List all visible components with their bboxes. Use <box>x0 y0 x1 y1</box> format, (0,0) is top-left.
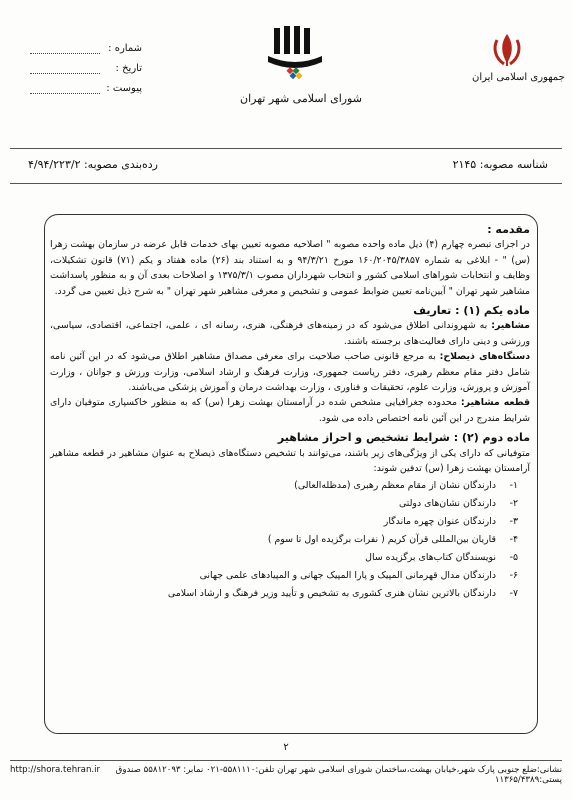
meta-date-line <box>30 63 100 74</box>
article2-intro: متوفیانی که دارای یکی از ویژگی‌های زیر باشند، می‌توانند با تشخیص دستگاه‌های ذیصلاح به عنوان مشاهیر در قطعه مشاهیر آرامستان بهشت زهرا (س) تدفین شوند: <box>50 447 530 475</box>
emblem-caption: جمهوری اسلامی ایران <box>472 72 565 83</box>
iran-emblem <box>472 30 565 90</box>
definition-section-text: محدوده جغرافیایی مشخص شده در آرامستان بهشت زهرا (س) که به منظور خاکسپاری متوفیان دارای شرایط مندرج در این آئین نامه اختصاص داده می شود. <box>50 397 530 424</box>
list-item: ۵- نویسندگان کتاب‌های برگزیده سال <box>365 551 518 563</box>
intro-title: مقدمه : <box>487 223 530 236</box>
list-item: ۴- قاریان بین‌المللی قرآن کریم ( نفرات برگزیده اول تا سوم ) <box>267 533 518 545</box>
article2-title: ماده دوم (۲) : شرایط تشخیص و احراز مشاهیر <box>277 431 530 445</box>
footer-divider <box>10 760 562 761</box>
meta-number-line <box>30 43 100 54</box>
resolution-classification: رده‌بندی مصوبه: ۴/۹۴/۲۲۳/۲ <box>28 158 158 171</box>
article1-title: ماده یکم (۱) : تعاریف <box>413 304 530 318</box>
criteria-list <box>50 477 530 603</box>
resolution-numbers <box>28 158 548 178</box>
numbers-divider <box>10 183 562 184</box>
meta-attachment-line <box>30 83 100 94</box>
resolution-id: شناسه مصوبه: ۲۱۴۵ <box>452 158 548 171</box>
page-number: ۲ <box>283 742 289 753</box>
list-item: ۱- دارندگان نشان از مقام معظم رهبری (مدظله‌العالی) <box>294 479 518 491</box>
definition-celebrities-text: به شهروندانی اطلاق می‌شود که در زمینه‌های فرهنگی، هنری، رسانه ای ، علمی، اجتماعی، اقتصادی، سیاسی، ورزشی و دینی دارای فعالیت‌های برجسته باشند. <box>50 320 530 347</box>
footer-url[interactable]: http://shora.tehran.ir <box>10 765 101 775</box>
letter-meta <box>30 38 142 98</box>
iran-emblem-icon <box>487 30 527 70</box>
footer <box>10 765 562 785</box>
list-item: ۶- دارندگان مدال قهرمانی المپیک و پارا المپیک جهانی و المپیادهای علمی جهانی <box>199 569 518 581</box>
council-logo-icon <box>260 22 330 84</box>
resolution-body <box>50 222 530 727</box>
definition-section <box>50 395 530 426</box>
meta-attachment-label: پیوست : <box>106 82 142 94</box>
definition-authorities-term: دستگاه‌های ذیصلاح: <box>439 351 531 363</box>
meta-number-row <box>30 38 142 58</box>
header-divider <box>10 148 562 149</box>
intro-text: در اجرای تبصره چهارم (۴) ذیل ماده واحده مصوبه " اصلاحیه مصوبه تعیین بهای خدمات قابل عرضه در سازمان بهشت زهرا (س) " - ابلاغی به شماره ۱۶۰/۲۰۴۵/۳۸۵۷ مورخ ۹۴/۳/۲۱ و به استناد بند (۲۶) ماده هفتاد و یکم (۷۱) قانون تشکیلات، وظایف و انتخابات شوراهای اسلامی کشور و انتخاب شهرداران مصوب ۱۳۷۵/۳/۱ و اصلاحات بعدی آن و به منظور پاسداشت مشاهیر شهر تهران " آیین‌نامه تعیین ضوابط عمومی و تشخیص و معرفی مشاهیر شهر تهران " به شرح ذیل تعیین می گردد. <box>50 239 531 297</box>
list-item: ۲- دارندگان نشان‌های دولتی <box>398 497 518 509</box>
list-item: ۳- دارندگان عنوان چهره ماندگار <box>383 515 518 527</box>
council-name: شورای اسلامی شهر تهران <box>240 92 362 105</box>
meta-number-label: شماره : <box>108 42 142 54</box>
footer-address: نشانی:ضلع جنوبی پارک شهر،خیابان بهشت،ساختمان شورای اسلامی شهر تهران تلفن:۵۵۸۱۱۱۰-۰۲۱ نمابر: ۵۵۸۱۲۰۹۳ صندوق پستی:۱۱۳۶۵/۴۳۸۹ <box>115 765 562 785</box>
council-logo <box>240 22 362 122</box>
meta-date-row <box>30 58 142 78</box>
definition-section-term: قطعه مشاهیر: <box>460 397 530 409</box>
definition-authorities-text: به مرجع قانونی صاحب صلاحیت برای معرفی مصداق مشاهیر اطلاق می‌شود که در این آئین نامه شامل دفتر مقام معظم رهبری، دفتر ریاست جمهوری، وزارت فرهنگ و ارشاد اسلامی، وزارت ورزش و جوانان ، وزارت آموزش و پرورش، وزارت علوم، تحقیقات و فناوری ، وزارت بهداشت درمان و آموزش پزشکی می‌باشند. <box>50 351 530 394</box>
meta-attachment-row <box>30 78 142 98</box>
definition-celebrities-term: مشاهیر: <box>491 320 530 332</box>
meta-date-label: تاریخ : <box>115 62 142 74</box>
definition-celebrities <box>50 318 530 349</box>
list-item: ۷- دارندگان بالاترین نشان هنری کشوری به تشخیص و تأیید وزیر فرهنگ و ارشاد اسلامی <box>167 587 518 599</box>
definition-authorities <box>50 349 530 395</box>
